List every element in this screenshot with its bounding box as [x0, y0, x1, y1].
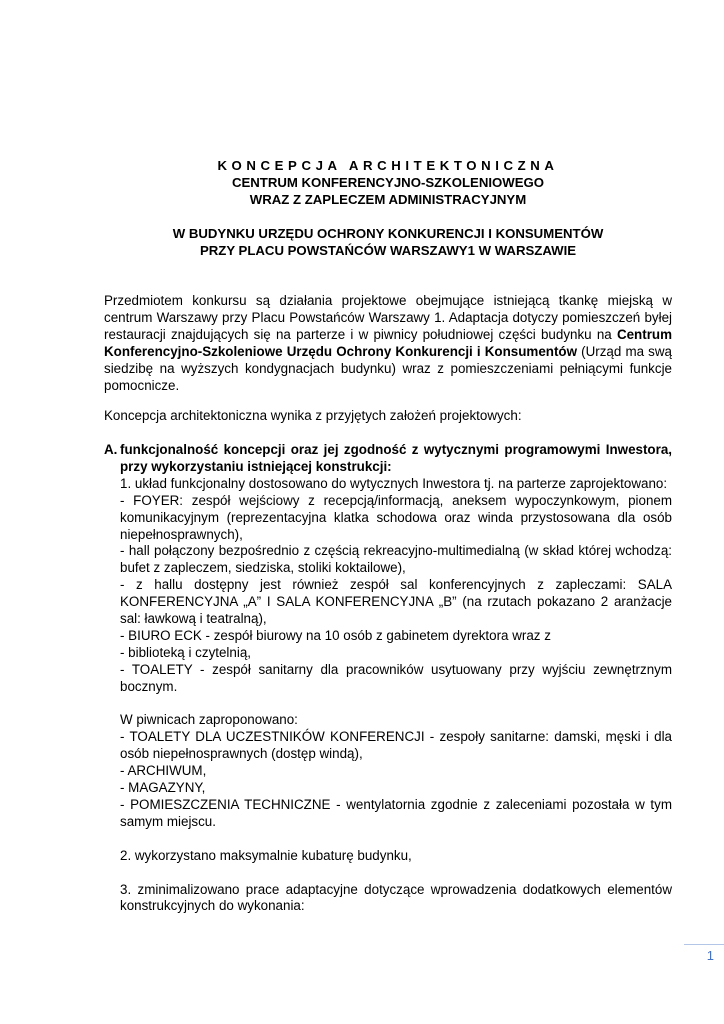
section-a-line: 1. układ funkcjonalny dostosowano do wytycznych Inwestora tj. na parterze zaprojektowano: [120, 475, 668, 491]
section-a-line: - FOYER: zespół wejściowy z recepcją/informacją, aneksem wypoczynkowym, pionem komunikacyjnym (reprezentacyjna klatka schodowa oraz winda przystosowana dla osób niepełnosprawnych), [120, 492, 672, 542]
intro-paragraph [104, 293, 672, 394]
intro-text-end: (Urząd ma swą siedzibę na wyższych kondygnacjach budynku) wraz z pomieszczeniami pełniącymi funkcje pomocnicze. [104, 343, 672, 393]
blank-line [120, 865, 672, 882]
intro-text-bold: Centrum Konferencyjno-Szkoleniowe Urzędu Ochrony Konkurencji i Konsumentów [104, 326, 672, 359]
intro-text-start: Przedmiotem konkursu są działania projektowe obejmujące istniejącą tkankę miejską w centrum Warszawy przy Placu Powstańców Warszawy 1. Adaptacja dotyczy pomieszczeń byłej restauracji znajdujących się na parterze i w piwnicy południowej części budynku na [104, 293, 672, 342]
concept-paragraph: Koncepcja architektoniczna wynika z przyjętych założeń projektowych: [104, 408, 522, 423]
section-a-line: - TOALETY DLA UCZESTNIKÓW KONFERENCJI - zespoły sanitarne: damski, męski i dla osób niepełnosprawnych (dostęp windą), [120, 729, 672, 762]
page-number-rule [684, 944, 724, 945]
section-a-line: 3. zminimalizowano prace adaptacyjne dotyczące wprowadzenia dodatkowych elementów konstrukcyjnych do wykonania: [120, 881, 672, 914]
blank-line [120, 831, 672, 848]
section-a [104, 442, 672, 915]
section-a-line: - hall połączony bezpośrednio z częścią rekreacyjno-multimedialną (w skład której wchodzą: bufet z zapleczem, siedziska, stoliki koktailowe), [120, 543, 672, 576]
page-number: 1 [706, 948, 714, 963]
section-a-line: - MAGAZYNY, [120, 780, 206, 796]
title-line-1: KONCEPCJA ARCHITEKTONICZNA [217, 158, 559, 173]
section-a-body [104, 476, 672, 916]
section-a-line: - POMIESZCZENIA TECHNICZNE - wentylatornia zgodnie z zaleceniami pozostała w tym samym miejscu. [120, 797, 672, 829]
title-line-3: WRAZ Z ZAPLECZEM ADMINISTRACYJNYM [249, 192, 527, 207]
title-line-5: PRZY PLACU POWSTAŃCÓW WARSZAWY1 W WARSZAWIE [199, 243, 577, 258]
section-a-line: - ARCHIWUM, [120, 763, 207, 779]
section-a-line: - TOALETY - zespół sanitarny dla pracowników usytuowany przy wyjściu zewnętrznym bocznym. [120, 661, 672, 694]
title-spacer [104, 208, 672, 225]
section-a-line: W piwnicach zaproponowano: [120, 712, 298, 728]
section-a-heading [104, 442, 672, 476]
section-a-line: - z hallu dostępny jest również zespół sal konferencyjnych z zapleczami: SALA KONFERENCYJNA „A” I SALA KONFERENCYJNA „B” (na rzutach pokazano 2 aranżacje sal: ławkową i teatralną), [120, 577, 672, 627]
section-a-title: funkcjonalność koncepcji oraz jej zgodność z wytycznymi programowymi Inwestora, przy wykorzystaniu istniejącej konstrukcji: [120, 442, 672, 474]
document-title [104, 157, 672, 259]
section-a-letter: A. [104, 442, 118, 457]
section-a-line: - BIURO ECK - zespół biurowy na 10 osób z gabinetem dyrektora wraz z [120, 627, 551, 643]
section-a-line: - biblioteką i czytelnią, [120, 644, 251, 660]
blank-line [120, 696, 672, 713]
title-line-2: CENTRUM KONFERENCYJNO-SZKOLENIOWEGO [231, 175, 545, 190]
section-a-line: 2. wykorzystano maksymalnie kubaturę budynku, [120, 847, 412, 863]
title-line-4: W BUDYNKU URZĘDU OCHRONY KONKURENCJI I KONSUMENTÓW [172, 226, 604, 241]
